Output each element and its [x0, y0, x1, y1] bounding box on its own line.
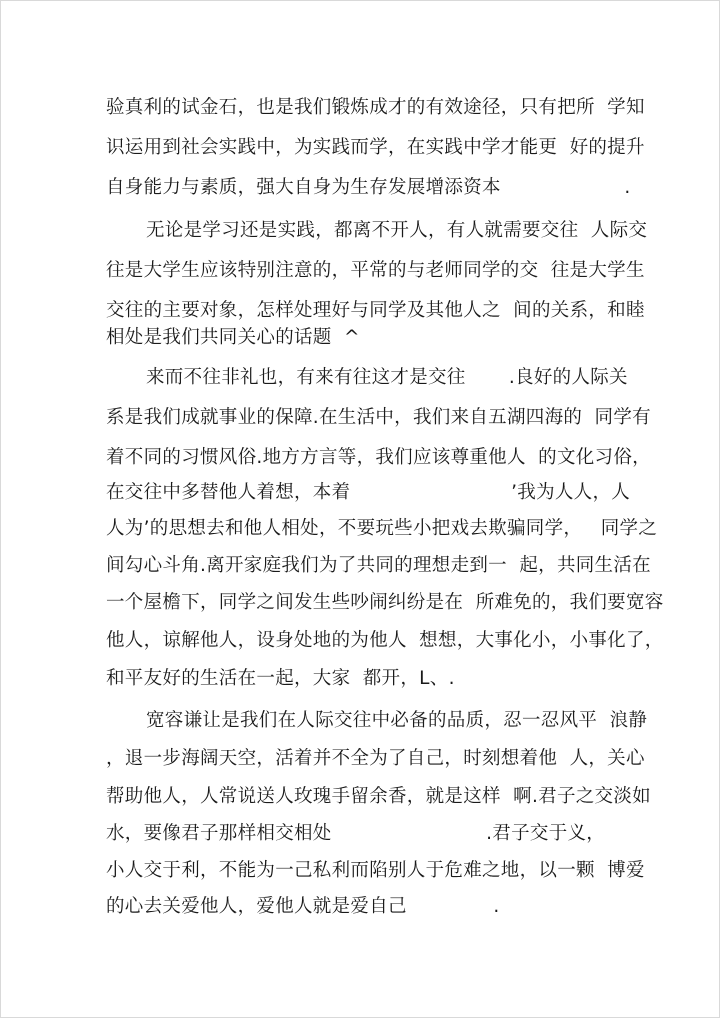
paragraph-4-line-3: 帮助他人，人常说送人玫瑰手留余香，就是这样 啊.君子之交淡如 [106, 786, 651, 807]
paragraph-1-line-2: 识运用到社会实践中，为实践而学，在实践中学才能更 好的提升 [106, 137, 645, 158]
paragraph-3-line-6: 间勾心斗角.离开家庭我们为了共同的理想走到一 起，共同生活在 [106, 555, 651, 576]
paragraph-3-line-4: 在交往中多替他人着想，本着 ’我为人人，人 [106, 482, 631, 503]
paragraph-4-line-6: 的心去关爱他人，爱他人就是爱自己 . [106, 896, 500, 917]
paragraph-2-line-1: 无论是学习还是实践，都离不开人，有人就需要交往 人际交 [146, 220, 648, 241]
paragraph-3-line-5: 人为’的思想去和他人相处，不要玩些小把戏去欺骗同学， 同学之 [106, 518, 658, 539]
paragraph-3-line-1: 来而不往非礼也，有来有往这才是交往 .良好的人际关 [146, 367, 628, 388]
paragraph-1-line-3: 自身能力与素质，强大自身为生存发展增添资本 . [106, 177, 631, 198]
paragraph-3-line-3: 着不同的习惯风俗.地方方言等，我们应该尊重他人 的文化习俗， [106, 447, 651, 468]
paragraph-2-line-2: 往是大学生应该特别注意的，平常的与老师同学的交 往是大学生 [106, 260, 645, 281]
paragraph-3-line-8: 他人，谅解他人，设身处地的为他人 想想，大事化小，小事化了， [106, 630, 664, 651]
paragraph-3-line-2: 系是我们成就事业的保障.在生活中，我们来自五湖四海的 同学有 [106, 407, 651, 428]
paragraph-3-line-7: 一个屋檐下，同学之间发生些吵闹纠纷是在 所难免的，我们要宽容 [106, 592, 664, 613]
paragraph-1-line-1: 验真利的试金石，也是我们锻炼成才的有效途径，只有把所 学知 [106, 97, 645, 118]
paragraph-3-line-9: 和平友好的生活在一起，大家 都开，L、. [106, 668, 455, 689]
paragraph-4-line-4: 水，要像君子那样相交相处 .君子交于义， [106, 823, 606, 844]
paragraph-4-line-2: ，退一步海阔天空，活着并不全为了自己，时刻想着他 人，关心 [106, 748, 645, 769]
paragraph-4-line-5: 小人交于利，不能为一己私利而陷别人于危难之地，以一颗 博爱 [106, 860, 645, 881]
paragraph-2-line-3: 交往的主要对象，怎样处理好与同学及其他人之 间的关系，和睦 [106, 300, 645, 321]
paragraph-4-line-1: 宽容谦让是我们在人际交往中必备的品质，忍一忍风平 浪静 [146, 710, 648, 731]
paragraph-2-line-4: 相处是我们共同关心的话题 ^ [106, 327, 360, 348]
